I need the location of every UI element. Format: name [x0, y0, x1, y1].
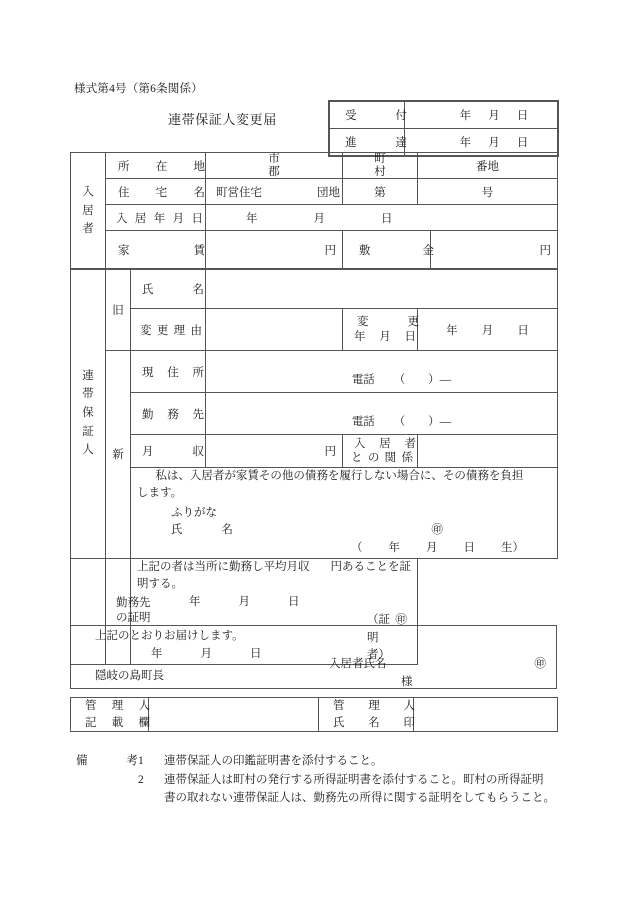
rent-label: 家 賃 — [106, 231, 206, 270]
day-marker: 日 — [250, 648, 262, 661]
old-name-label: 氏 名 — [131, 269, 206, 309]
relation-label: 入 居 者 と の 関 係 — [343, 435, 418, 468]
workplace-label: 勤 務 先 — [131, 393, 206, 435]
form-number: 様式第4号（第6条関係） — [74, 83, 203, 95]
year-marker: 年 — [459, 137, 472, 149]
income-label: 月 収 — [131, 435, 206, 468]
year-marker: 年 — [189, 596, 201, 609]
guarantor-row-pledge — [71, 468, 558, 559]
pledge-name-row — [171, 522, 551, 539]
county-marker: 郡 — [268, 165, 280, 178]
name-label-char: 名 — [221, 524, 233, 537]
resident-row-movein — [71, 205, 558, 231]
seal-icon: ㊞ — [395, 614, 407, 627]
housing-dai-field[interactable] — [343, 179, 418, 205]
movein-date-field[interactable] — [206, 205, 558, 231]
receipt-date-uketsuke[interactable] — [405, 102, 558, 129]
resident-row-location — [71, 153, 558, 179]
workcert-text-line2: 明する。 — [137, 577, 183, 590]
yen-unit: 円 — [324, 446, 336, 458]
receipt-label-char: 付 — [395, 110, 407, 122]
month-marker: 月 — [488, 110, 500, 122]
location-banchi-field[interactable] — [418, 153, 558, 179]
change-reason-field[interactable] — [206, 309, 343, 351]
month-marker: 月 — [200, 648, 212, 661]
receipt-label-char: 受 — [345, 110, 357, 122]
month-marker: 月 — [481, 324, 494, 337]
day-marker: 日 — [516, 110, 529, 122]
furigana-label: ふりがな — [171, 506, 217, 519]
guarantor-row-workplace — [71, 393, 558, 435]
phone-field[interactable]: （ ）― — [393, 374, 452, 386]
note-text: 連帯保証人の印鑑証明書を添付すること。 — [164, 755, 383, 767]
seal-icon: ㊞ — [431, 524, 443, 537]
banchi-marker: 番地 — [476, 160, 499, 173]
town-marker: 町 — [374, 153, 386, 166]
phone-label: 電話 — [351, 374, 375, 386]
page-title: 連帯保証人変更届 — [168, 112, 277, 127]
workplace-field[interactable] — [206, 393, 558, 435]
paren-open: （ — [351, 542, 363, 555]
submission-date-row[interactable] — [77, 646, 550, 664]
pledge-block — [131, 468, 558, 559]
yen-unit: 円 — [539, 245, 551, 257]
rent-amount-field[interactable] — [206, 231, 343, 270]
submission-statement: 上記のとおりお届けします。 — [95, 630, 244, 643]
admin-name-seal-label: 管 理 人 氏 名 印 — [319, 698, 414, 732]
resident-row-housing — [71, 179, 558, 205]
day-marker: 日 — [463, 542, 475, 555]
workcert-text-part2: 円あることを証 — [330, 560, 411, 573]
income-amount-field[interactable] — [206, 435, 343, 468]
guarantor-table — [70, 268, 558, 665]
phone-field[interactable]: （ ）― — [393, 416, 452, 428]
seal-icon: ㊞ — [534, 658, 546, 670]
city-marker: 市 — [268, 153, 280, 166]
year-marker: 年 — [459, 110, 472, 122]
resident-table — [70, 152, 558, 270]
submission-table — [70, 625, 557, 689]
resident-row-rent — [71, 231, 558, 270]
old-name-field[interactable] — [206, 269, 558, 309]
month-marker: 月 — [313, 212, 325, 225]
year-marker: 年 — [388, 542, 400, 555]
guarantor-row-oldname — [71, 269, 558, 309]
dai-marker: 第 — [374, 186, 386, 199]
admin-row — [71, 698, 558, 732]
resident-name-label: 入居者氏名 — [329, 658, 387, 670]
pledge-text-line1: 私は、入居者が家賃その他の債務を履行しない場合に、その債務を負担 — [155, 470, 524, 482]
housing-prefix: 町営住宅 — [216, 186, 262, 199]
addressee-label: 隠岐の島町長 — [95, 669, 164, 682]
birthdate-row[interactable] — [171, 540, 551, 557]
relation-field[interactable] — [418, 435, 558, 468]
year-marker: 年 — [151, 648, 163, 661]
deposit-amount-field[interactable] — [431, 231, 558, 270]
note-item-1 — [76, 752, 558, 771]
month-marker: 月 — [426, 542, 438, 555]
furigana-row — [171, 505, 551, 522]
workcert-text-part1: 上記の者は当所に勤務し平均月収 — [137, 560, 310, 573]
admin-record-field[interactable] — [149, 698, 319, 732]
location-town-village-field[interactable] — [343, 153, 418, 179]
yen-unit: 円 — [324, 245, 336, 257]
notes-block — [76, 752, 558, 808]
year-marker: 年 — [446, 324, 458, 337]
name-label-char: 氏 — [171, 524, 183, 537]
submission-block — [71, 626, 557, 689]
submission-row — [71, 626, 557, 689]
current-address-field[interactable] — [206, 351, 558, 393]
pledge-text-line2: します。 — [137, 487, 183, 500]
location-label: 所 在 地 — [106, 153, 206, 179]
day-marker: 日 — [516, 137, 529, 149]
current-address-label: 現 住 所 — [131, 351, 206, 393]
day-marker: 日 — [381, 212, 393, 225]
workcert-date-row[interactable] — [137, 594, 411, 611]
note-number: 1 — [138, 755, 144, 767]
guarantor-row-address — [71, 351, 558, 393]
guarantor-row-income — [71, 435, 558, 468]
birth-close: 生） — [501, 542, 524, 555]
admin-record-label: 管 理 人 記 載 欄 — [71, 698, 149, 732]
housing-name-field[interactable] — [206, 179, 343, 205]
note-number: 2 — [138, 773, 144, 786]
day-marker: 日 — [517, 324, 529, 337]
location-city-county-field[interactable] — [206, 153, 343, 179]
honorific-label: 様 — [401, 676, 413, 688]
guarantor-new-label: 新 — [106, 351, 131, 559]
note-text: 連帯保証人は町村の発行する所得証明書を添付すること。町村の所得証明 — [164, 773, 544, 786]
receipt-label-char: 進 — [345, 137, 357, 149]
certifier-label: （証明者） — [367, 614, 390, 661]
admin-name-seal-field[interactable] — [414, 698, 558, 732]
receipt-label-char: 達 — [395, 137, 407, 149]
gou-marker: 号 — [481, 186, 494, 199]
change-date-label: 変 更 年 月 日 — [343, 309, 418, 351]
receipt-box — [328, 100, 559, 157]
admin-table — [70, 697, 558, 732]
note-item-2 — [76, 771, 558, 790]
month-marker: 月 — [238, 596, 250, 609]
guarantor-old-label: 旧 — [106, 269, 131, 351]
workcert-label: 勤 務 先 の 証 明 — [106, 558, 131, 665]
day-marker: 日 — [288, 596, 300, 609]
receipt-label-uketsuke — [330, 102, 405, 129]
month-marker: 月 — [488, 137, 500, 149]
housing-gou-field[interactable] — [418, 179, 558, 205]
note-text-continuation: 書の取れない連帯保証人は、勤務先の所得に関する証明をしてもらうこと。 — [164, 792, 555, 805]
resident-section-label: 入 居 者 — [71, 153, 106, 270]
danchi-marker: 団地 — [317, 186, 340, 199]
change-reason-label: 変 更 理 由 — [131, 309, 206, 351]
receipt-row-uketsuke — [330, 102, 558, 129]
deposit-label: 敷 金 — [343, 231, 431, 270]
guarantor-row-reason — [71, 309, 558, 351]
change-date-field[interactable] — [418, 309, 558, 351]
phone-label: 電話 — [351, 416, 375, 428]
housing-label: 住 宅 名 — [106, 179, 206, 205]
village-marker: 村 — [374, 165, 386, 178]
notes-heading: 備 考 — [76, 755, 138, 767]
year-marker: 年 — [246, 212, 258, 225]
movein-label: 入 居 年 月 日 — [106, 205, 206, 231]
guarantor-section-label: 連 帯 保 証 人 — [71, 269, 106, 559]
